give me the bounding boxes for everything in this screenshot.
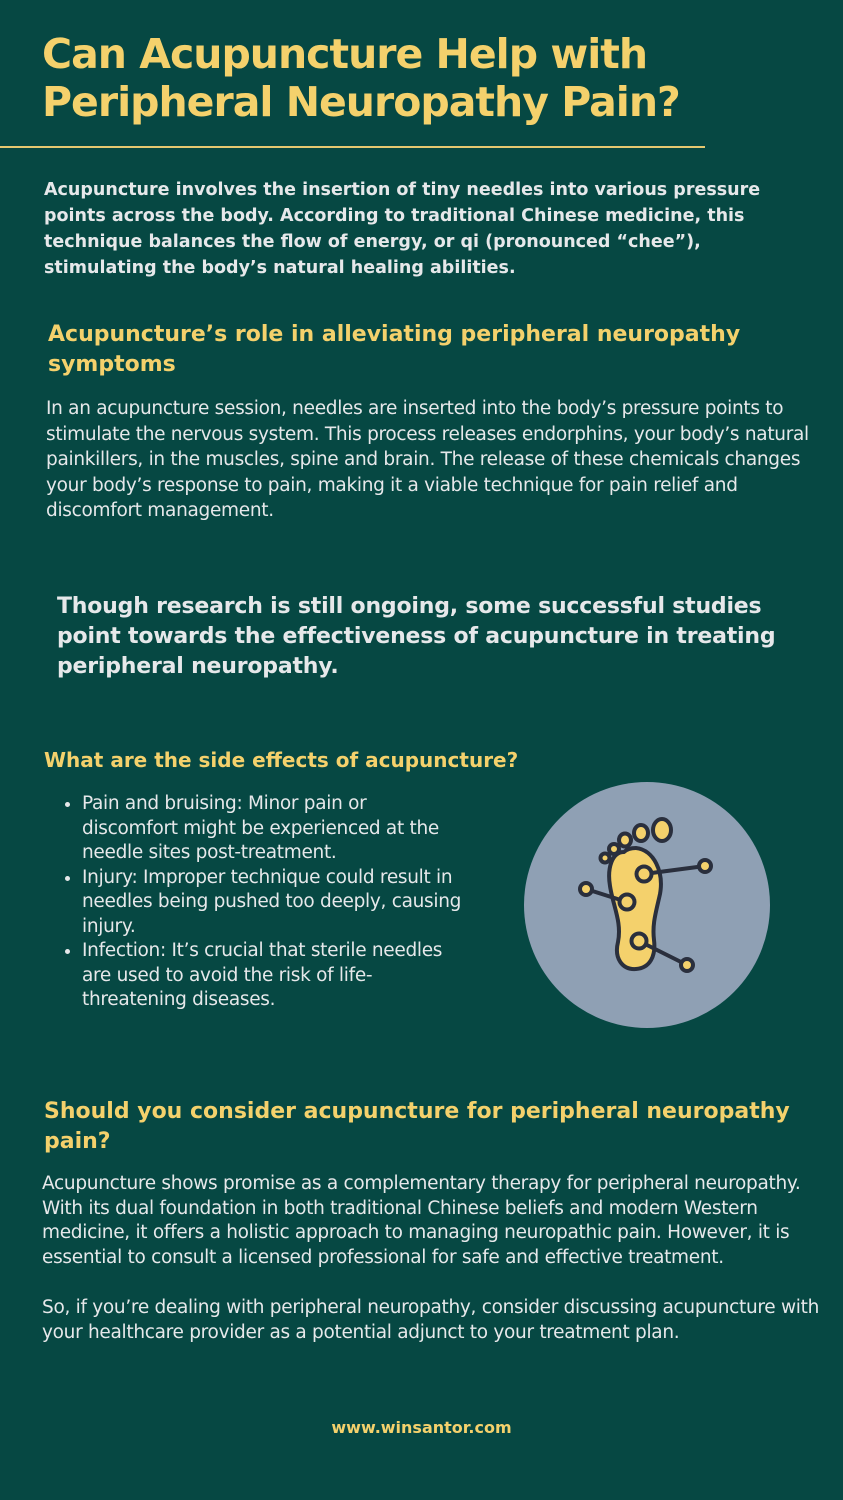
list-item: • Injury: Improper technique could result in needles being pushed too deeply, causing injury.	[82, 866, 462, 940]
consider-paragraph-1: Acupuncture shows promise as a complementary therapy for peripheral neuropathy. With its dual foundation in both traditional Chinese beliefs and modern Western medicine, it offers a holistic approach to managing neuropathic pain. However, it is essential to consult a licensed professional for safe and effective treatment.	[42, 1173, 801, 1268]
consider-paragraph-2: So, if you’re dealing with peripheral neuropathy, consider discussing acupuncture with your healthcare provider as a potential adjunct to your treatment plan.	[42, 1297, 819, 1343]
list-item: • Pain and bruising: Minor pain or discomfort might be experienced at the needle sites post-treatment.	[82, 792, 462, 866]
page-title: Can Acupuncture Help with Peripheral Neuropathy Pain?	[42, 30, 680, 126]
foot-acupuncture-icon	[524, 782, 770, 1028]
side-effects-list	[58, 792, 462, 1013]
intro-paragraph: Acupuncture involves the insertion of tiny needles into various pressure points across the body. According to traditional Chinese medicine, this technique balances the flow of energy, or qi (pronounced “chee”), stimulating the body’s natural healing abilities.	[44, 180, 761, 278]
role-heading: Acupuncture’s role in alleviating peripheral neuropathy symptoms	[48, 322, 741, 377]
consider-heading: Should you consider acupuncture for peripheral neuropathy pain?	[44, 1099, 790, 1154]
title-divider	[0, 146, 705, 148]
list-item: • Infection: It’s crucial that sterile needles are used to avoid the risk of life-threatening diseases.	[82, 939, 462, 1013]
role-paragraph: In an acupuncture session, needles are inserted into the body’s pressure points to stimulate the nervous system. This process releases endorphins, your body’s natural painkillers, in the muscles, spine and brain. The release of these chemicals changes your body’s response to pain, making it a viable technique for pain relief and discomfort management.	[46, 398, 809, 521]
side-effects-heading: What are the side effects of acupuncture?	[44, 748, 519, 772]
foot-acupuncture-illustration	[524, 782, 770, 1028]
research-callout: Though research is still ongoing, some successful studies point towards the effectiveness of acupuncture in treating peripheral neuropathy.	[57, 594, 776, 679]
footer-website-link[interactable]: www.winsantor.com	[331, 1418, 512, 1437]
